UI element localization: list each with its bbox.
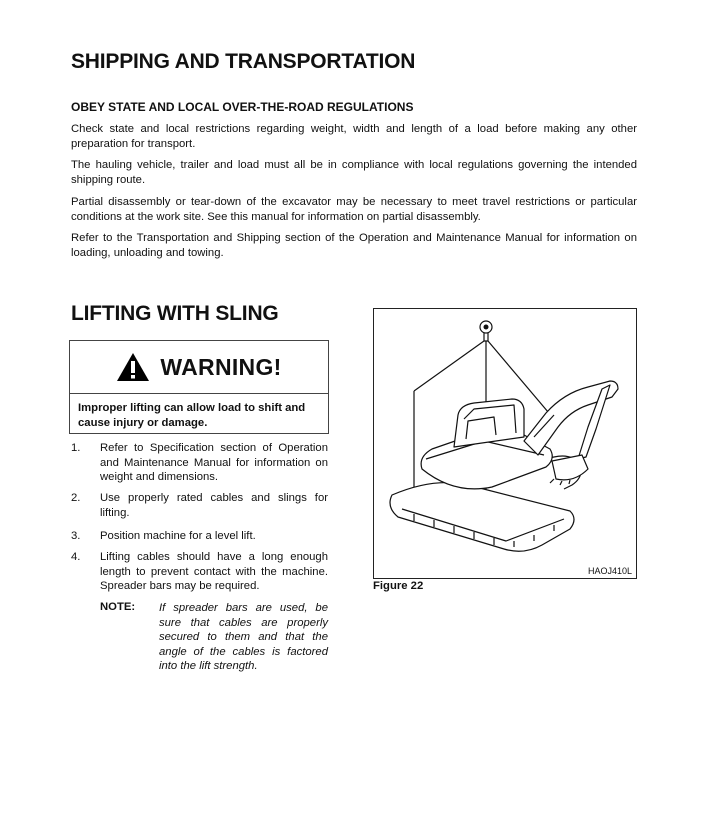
list-item-text: Use properly rated cables and slings for lifting. — [100, 492, 328, 519]
list-item — [71, 550, 328, 594]
warning-title: WARNING! — [160, 353, 282, 380]
paragraph-1: Check state and local restrictions regarding weight, width and length of a load before making any other preparation for transport. — [71, 123, 637, 150]
section-title-lifting: LIFTING WITH SLING — [71, 302, 279, 325]
list-item-text: Lifting cables should have a long enough length to prevent contact with the machine. Spreader bars may be required. — [100, 551, 328, 592]
excavator-sling-illustration — [374, 309, 636, 578]
figure-frame — [373, 308, 637, 579]
list-item — [71, 529, 328, 545]
list-item — [71, 441, 328, 485]
paragraph-3: Partial disassembly or tear-down of the excavator may be necessary to meet travel restrictions or particular conditions at the work site. See this manual for information on partial disassembly. — [71, 196, 637, 223]
paragraph-4: Refer to the Transportation and Shipping section of the Operation and Maintenance Manual for information on loading, unloading and towing. — [71, 232, 637, 259]
list-item-number: 1. — [71, 442, 81, 454]
figure-code: HAOJ410L — [587, 566, 632, 576]
warning-triangle-icon — [116, 352, 150, 382]
section-subtitle-regulations: OBEY STATE AND LOCAL OVER-THE-ROAD REGULATIONS — [71, 100, 414, 114]
figure-caption: Figure 22 — [373, 580, 424, 592]
list-item-text: Position machine for a level lift. — [100, 530, 256, 542]
paragraph-2: The hauling vehicle, trailer and load must all be in compliance with local regulations governing the intended shipping route. — [71, 159, 637, 186]
note-label: NOTE: — [100, 601, 136, 613]
list-item — [71, 491, 328, 521]
list-item-number: 4. — [71, 551, 81, 563]
section-title-shipping: SHIPPING AND TRANSPORTATION — [71, 50, 416, 73]
note-text: If spreader bars are used, be sure that cables are properly secured to them and that the angle of the cables is factored into the lift strength. — [159, 602, 328, 672]
warning-box — [69, 340, 329, 434]
warning-text: Improper lifting can allow load to shift and cause injury or damage. — [78, 402, 306, 429]
list-item-number: 3. — [71, 530, 81, 542]
list-item-number: 2. — [71, 492, 81, 504]
list-item-text: Refer to Specification section of Operation and Maintenance Manual for information on weight and dimensions. — [100, 442, 328, 483]
warning-header — [70, 341, 328, 394]
